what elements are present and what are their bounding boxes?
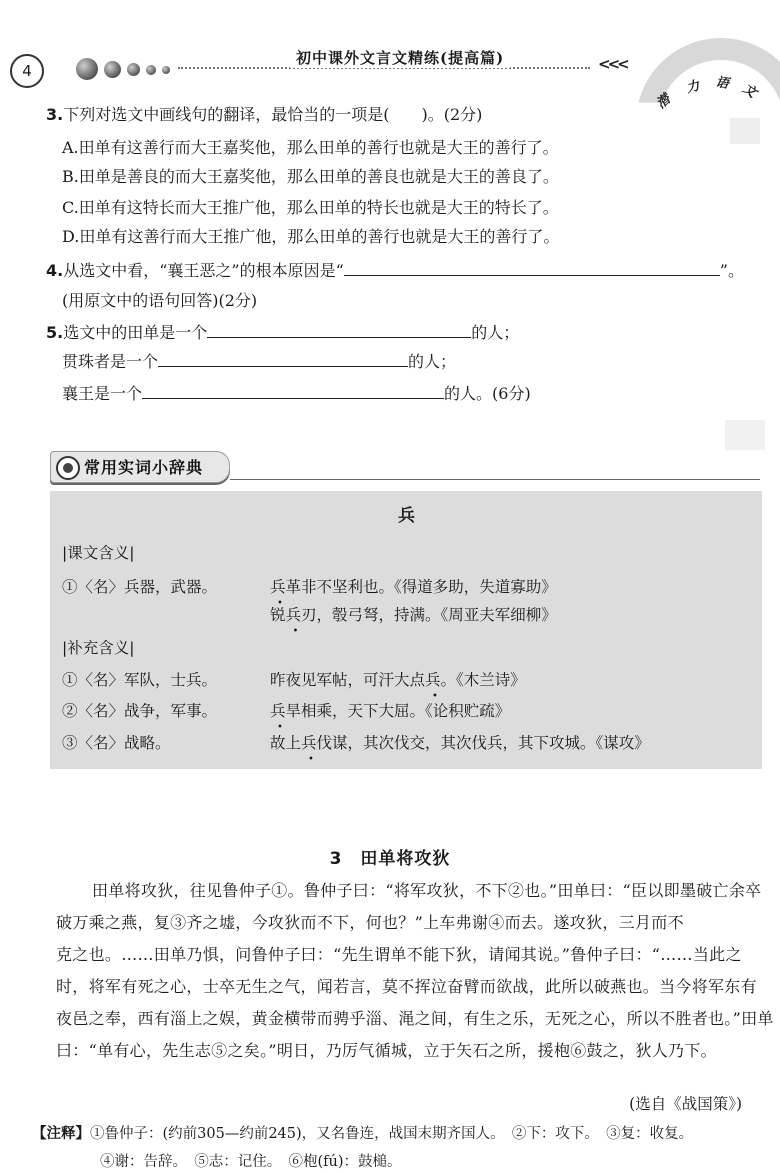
example-text: 锐 bbox=[270, 606, 286, 624]
book-title: 初中课外文言文精练(提高篇) bbox=[290, 47, 510, 68]
example-text: 革非不坚利也。《得道多助，失道寡助》 bbox=[285, 578, 557, 596]
header-dot bbox=[146, 65, 156, 75]
page-number: 4 bbox=[10, 54, 44, 88]
emphasis-char: 兵 bbox=[301, 734, 317, 752]
example bbox=[270, 700, 510, 722]
question-number: 4. bbox=[46, 261, 64, 280]
badge-char: 文 bbox=[739, 81, 759, 102]
question-number: 3. bbox=[46, 105, 64, 124]
example bbox=[270, 604, 557, 626]
notes-tag: 【注释】 bbox=[32, 1126, 90, 1142]
article-title: 3 田单将攻狄 bbox=[329, 849, 451, 869]
article-line: 夜邑之奉，西有淄上之娱，黄金横带而骋乎淄、渑之间，有生之乐，无死之心，所以不胜者也。”田单 bbox=[56, 1009, 774, 1028]
article-line: 破万乘之燕，复③齐之墟，今攻狄而不下，何也？”上车弗谢④而去。遂攻狄，三月而不 bbox=[56, 913, 684, 932]
example-text: 伐谋，其次伐交，其次伐兵，其下攻城。《谋攻》 bbox=[316, 734, 650, 752]
article-line: 田单将攻狄，往见鲁仲子①。鲁仲子曰：“将军攻狄，不下②也。”田单曰：“臣以即墨破亡余卒 bbox=[92, 881, 762, 900]
option-c: C.田单有这特长而大王推广他，那么田单的特长也就是大王的特长了。 bbox=[62, 198, 559, 217]
disc-icon bbox=[56, 456, 80, 480]
question-4 bbox=[46, 259, 744, 282]
emphasis-char: 兵 bbox=[270, 702, 286, 720]
example-text: 。《木兰诗》 bbox=[440, 671, 526, 689]
header-dot bbox=[76, 58, 98, 80]
header-dot bbox=[162, 66, 170, 74]
option-a: A.田单有这善行而大王嘉奖他，那么田单的善行也就是大王的善行了。 bbox=[62, 138, 559, 157]
emphasis-char: 兵 bbox=[285, 606, 302, 624]
question-stem: 从选文中看，“襄王恶之”的根本原因是“ bbox=[63, 261, 344, 280]
emphasis-char: 兵 bbox=[425, 671, 441, 689]
bleed-mark bbox=[725, 420, 765, 450]
dictionary-box bbox=[50, 491, 762, 769]
example bbox=[270, 576, 557, 598]
question-5-line2 bbox=[62, 350, 456, 373]
question-stem: 下列对选文中画线句的翻译，最恰当的一项是( )。(2分) bbox=[63, 105, 483, 124]
header-dot bbox=[104, 61, 121, 78]
badge-char: 力 bbox=[684, 78, 702, 97]
answer-blank[interactable] bbox=[344, 259, 720, 276]
chevrons-icon: <<< bbox=[598, 55, 627, 73]
question-5-line3 bbox=[62, 382, 531, 405]
question-text: 选文中的田单是一个 bbox=[63, 323, 208, 342]
badge-char: 语 bbox=[714, 74, 730, 92]
badge-char: 潜 bbox=[653, 92, 674, 112]
header-dot bbox=[127, 63, 140, 76]
option-b: B.田单是善良的而大王嘉奖他，那么田单的善良也就是大王的善良了。 bbox=[62, 167, 559, 186]
question-stem-end: ”。 bbox=[719, 261, 744, 280]
meaning: ③〈名〉战略。 bbox=[62, 734, 171, 752]
meaning: ①〈名〉军队，士兵。 bbox=[62, 671, 218, 689]
example bbox=[270, 732, 650, 754]
emphasis-char: 兵 bbox=[270, 578, 286, 596]
section-label: |课文含义| bbox=[62, 544, 135, 562]
question-text: 的人； bbox=[408, 352, 457, 371]
question-4-hint: (用原文中的语句回答)(2分) bbox=[62, 291, 258, 310]
notes-line-2: ④谢：告辞。 ⑤志：记住。 ⑥枹(fú)：鼓槌。 bbox=[100, 1154, 402, 1170]
question-5 bbox=[46, 321, 519, 344]
example-text: 旱相乘，天下大屈。《论积贮疏》 bbox=[285, 702, 511, 720]
question-3 bbox=[46, 104, 482, 126]
meaning: ②〈名〉战争，军事。 bbox=[62, 702, 218, 720]
example-text: 昨夜见军帖，可汗大点 bbox=[270, 671, 426, 689]
section-label: |补充含义| bbox=[62, 639, 135, 657]
headword: 兵 bbox=[398, 506, 415, 526]
example-text: 刃，彀弓弩，持满。《周亚夫军细柳》 bbox=[301, 606, 557, 624]
article-line: 曰：“单有心，先生志⑤之矣。”明日，乃厉气循城，立于矢石之所，援枹⑥鼓之，狄人乃下。 bbox=[56, 1041, 717, 1060]
example bbox=[270, 669, 526, 691]
question-text: 的人。(6分) bbox=[444, 384, 531, 403]
question-text: 贯珠者是一个 bbox=[62, 352, 159, 371]
answer-blank[interactable] bbox=[158, 350, 408, 367]
bleed-mark bbox=[730, 118, 760, 144]
answer-blank[interactable] bbox=[207, 321, 471, 338]
question-number: 5. bbox=[46, 323, 64, 342]
article-source: (选自《战国策》) bbox=[629, 1095, 742, 1113]
notes-text: ①鲁仲子：(约前305—约前245)，又名鲁连，战国末期齐国人。 ②下：攻下。 ③复：收复。 bbox=[90, 1126, 694, 1142]
dictionary-rule bbox=[230, 479, 760, 480]
dictionary-title: 常用实词小辞典 bbox=[84, 458, 204, 477]
notes-line-1 bbox=[32, 1124, 693, 1144]
question-text: 的人； bbox=[471, 323, 520, 342]
article-line: 克之也。……田单乃惧，问鲁仲子曰：“先生谓单不能下狄，请闻其说。”鲁仲子曰：“……当此之 bbox=[56, 945, 742, 964]
example-text: 故上 bbox=[270, 734, 302, 752]
meaning: ①〈名〉兵器，武器。 bbox=[62, 578, 218, 596]
question-text: 襄王是一个 bbox=[62, 384, 143, 403]
answer-blank[interactable] bbox=[142, 382, 444, 399]
option-d: D.田单有这善行而大王推广他，那么田单的善行也就是大王的善行了。 bbox=[62, 227, 560, 246]
article-line: 时，将军有死之心，士卒无生之气，闻若言，莫不挥泣奋臂而欲战，此所以破燕也。当今将军东有 bbox=[56, 977, 757, 996]
